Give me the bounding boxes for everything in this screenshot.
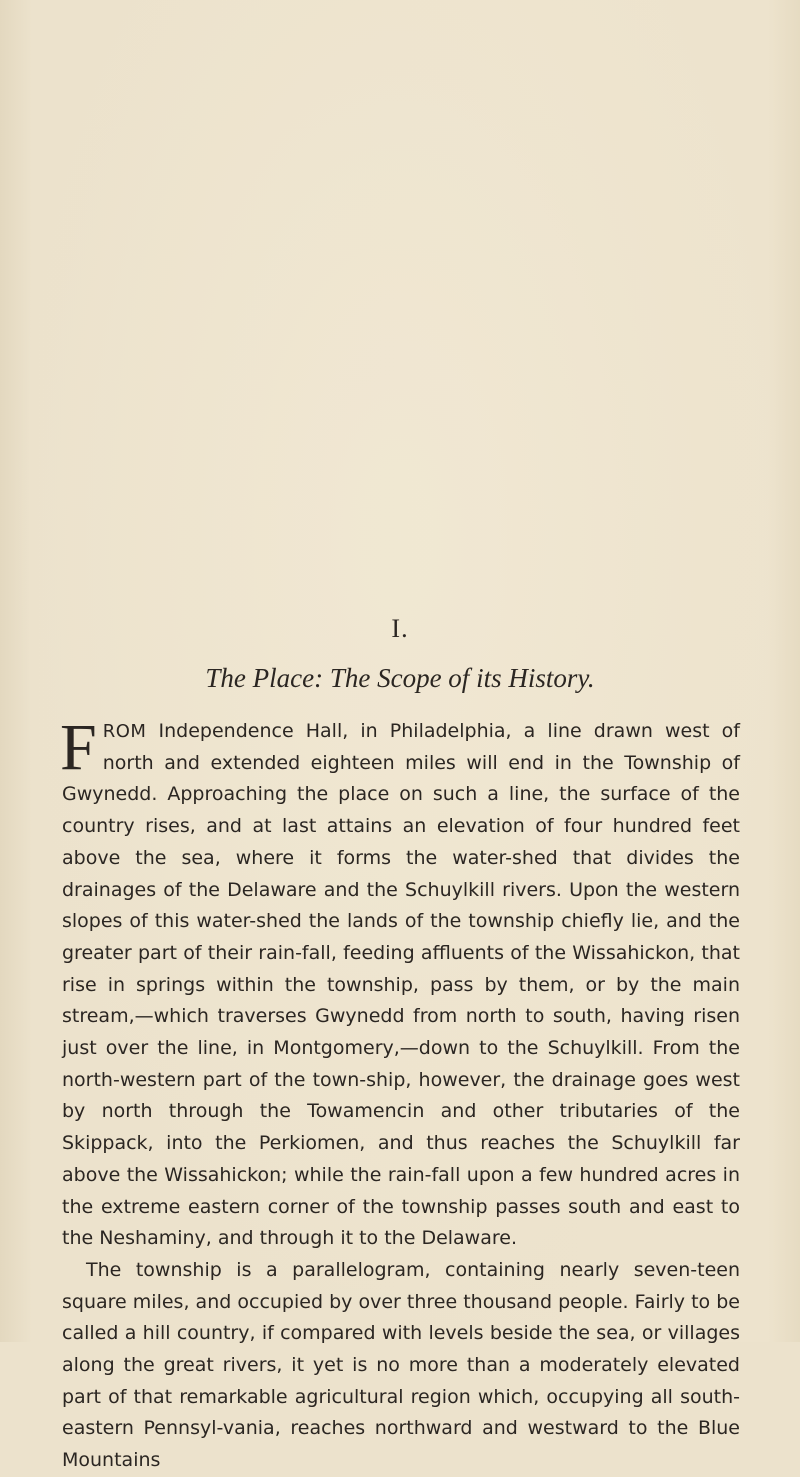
drop-cap: F <box>60 711 97 784</box>
chapter-title: The Place: The Scope of its History. <box>205 663 595 693</box>
body-text <box>60 711 740 1477</box>
lead-caps: ROM <box>102 721 147 742</box>
chapter-number: I. <box>391 614 409 643</box>
paragraph-first-text: Independence Hall, in Philadelphia, a line drawn west of north and extended eighteen miles will end in the Township of Gwynedd. Approaching the place on such a line, the surface of the country rises, and at last attains an elevation of four hundred feet above the sea, where it forms the water-shed that divides the drainages of the Delaware and the Schuylkill rivers. Upon the western slopes of this water-shed the lands of the township chiefly lie, and the greater part of their rain-fall, feeding affluents of the Wissahickon, that rise in springs within the township, pass by them, or by the main stream,—which traverses Gwynedd from north to south, having risen just over the line, in Montgomery,—down to the Schuylkill. From the north-western part of the town-ship, however, the drainage goes west by north through the Towamencin and other tributaries of the Skippack, into the Perkiomen, and thus reaches the Schuylkill far above the Wissahickon; while the rain-fall upon a few hundred acres in the extreme eastern corner of the township passes south and east to the Neshaminy, and through it to the Delaware. <box>62 720 740 1250</box>
paragraph-first <box>60 711 740 1255</box>
paragraph-second <box>62 1255 740 1477</box>
paragraph-second-text: The township is a parallelogram, containing nearly seven-teen square miles, and occupied by over three thousand people. Fairly to be called a hill country, if compared with levels beside the sea, or villages along the great rivers, it yet is no more than a moderately elevated part of that remarkable agricultural region which, occupying all south-eastern Pennsyl-vania, reaches northward and westward to the Blue Mountains <box>62 1258 740 1472</box>
